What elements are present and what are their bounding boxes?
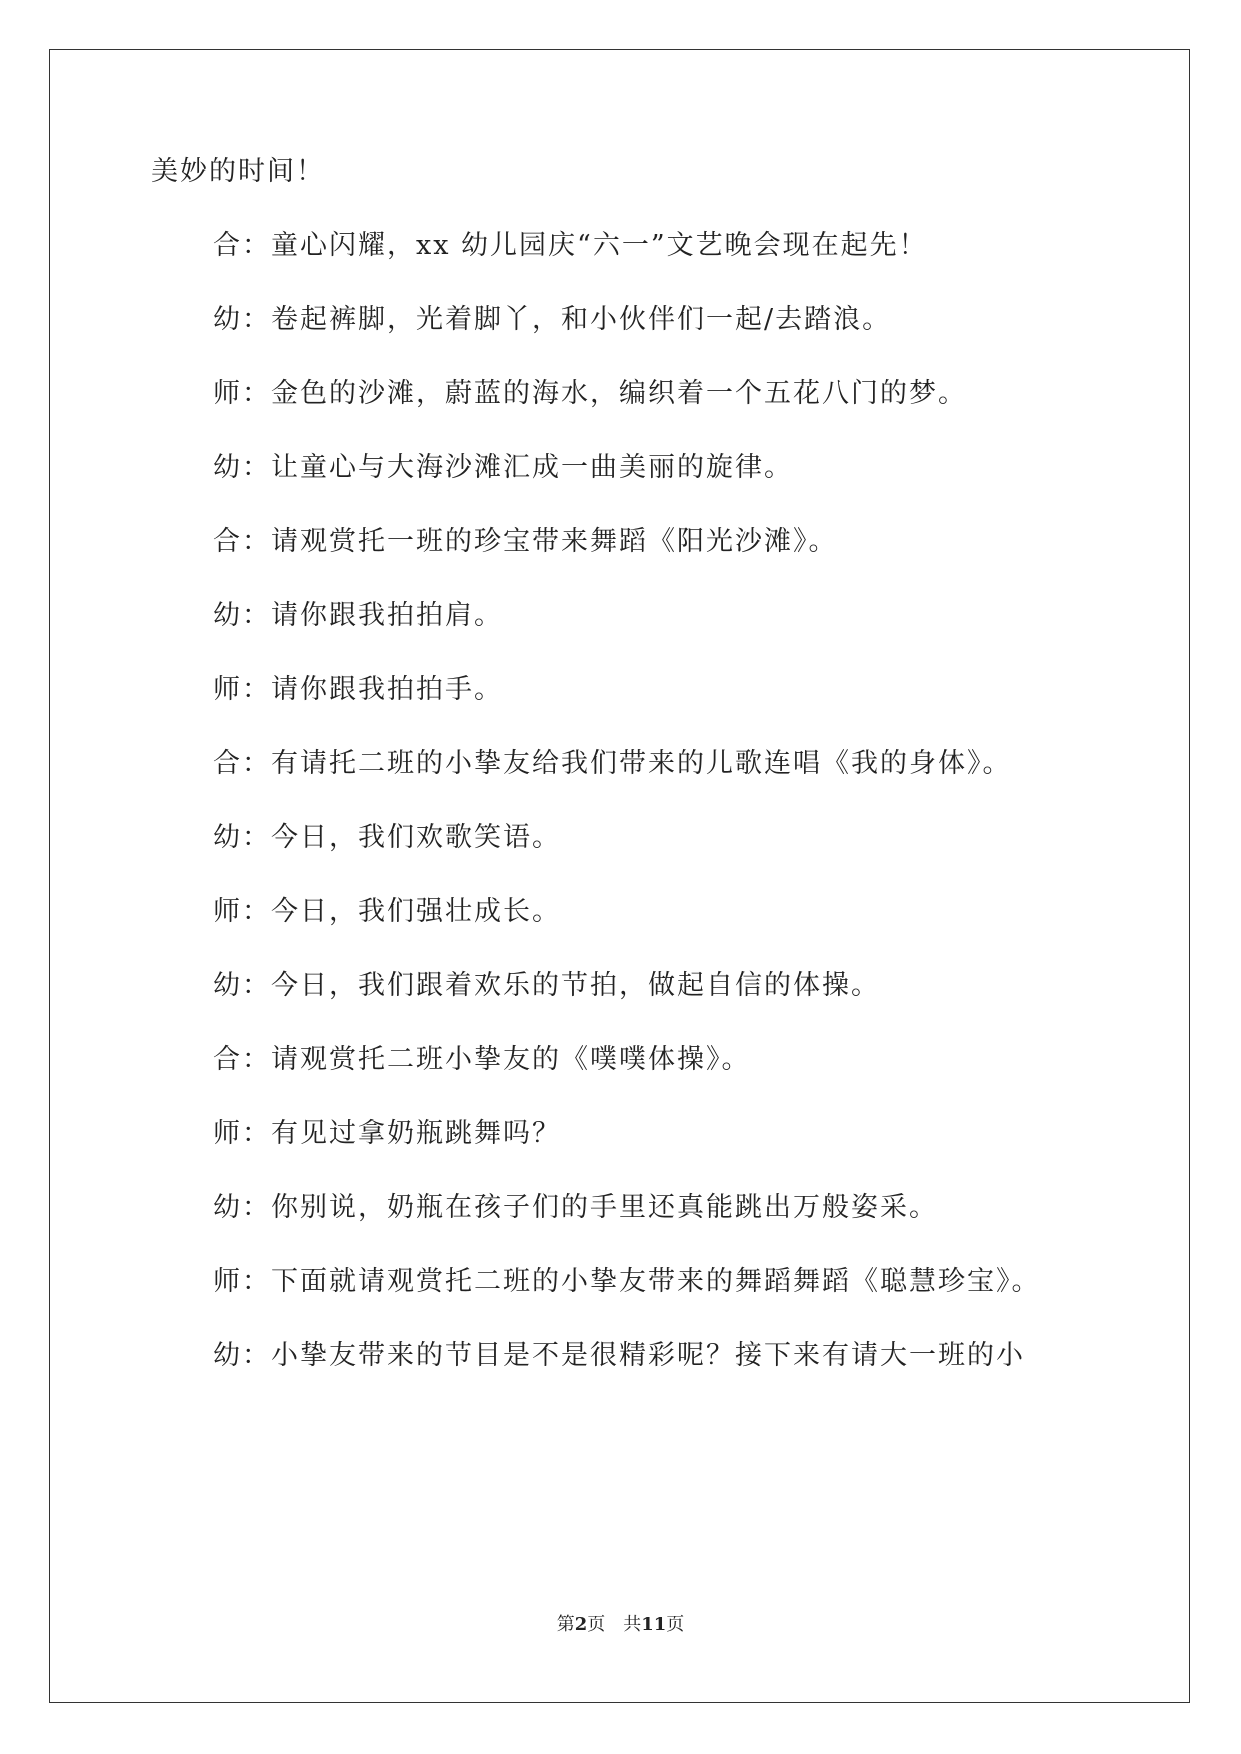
text-line: 幼：让童心与大海沙滩汇成一曲美丽的旋律。 — [213, 452, 793, 483]
page-footer — [0, 1613, 1241, 1637]
text-line: 师：有见过拿奶瓶跳舞吗？ — [213, 1118, 561, 1149]
total-label-suffix: 页 — [666, 1614, 685, 1635]
text-line: 幼：今日，我们跟着欢乐的节拍，做起自信的体操。 — [213, 970, 880, 1001]
text-line: 合：童心闪耀，xx 幼儿园庆“六一”文艺晚会现在起先！ — [213, 230, 928, 261]
page-current: 2 — [574, 1614, 588, 1635]
text-line: 幼：你别说，奶瓶在孩子们的手里还真能跳出万般姿采。 — [213, 1192, 938, 1223]
page-border — [49, 49, 1190, 1703]
text-line: 幼：请你跟我拍拍肩。 — [213, 600, 503, 631]
text-line: 师：今日，我们强壮成长。 — [213, 896, 561, 927]
total-label-prefix: 共 — [623, 1614, 642, 1635]
page-label-prefix: 第 — [556, 1614, 575, 1635]
text-line: 师：下面就请观赏托二班的小挚友带来的舞蹈舞蹈《聪慧珍宝》。 — [213, 1266, 1041, 1297]
text-line: 合：请观赏托一班的珍宝带来舞蹈《阳光沙滩》。 — [213, 526, 838, 557]
text-line: 合：请观赏托二班小挚友的《噗噗体操》。 — [213, 1044, 751, 1075]
text-line: 幼：今日，我们欢歌笑语。 — [213, 822, 561, 853]
page-label-suffix: 页 — [587, 1614, 606, 1635]
text-line: 美妙的时间！ — [151, 156, 325, 187]
text-line: 师：请你跟我拍拍手。 — [213, 674, 503, 705]
page-total: 11 — [641, 1614, 667, 1635]
text-line: 幼：卷起裤脚，光着脚丫，和小伙伴们一起/去踏浪。 — [213, 304, 892, 335]
text-line: 合：有请托二班的小挚友给我们带来的儿歌连唱《我的身体》。 — [213, 748, 1012, 779]
text-line: 幼：小挚友带来的节目是不是很精彩呢？接下来有请大一班的小 — [213, 1340, 1025, 1371]
text-line: 师：金色的沙滩，蔚蓝的海水，编织着一个五花八门的梦。 — [213, 378, 967, 409]
